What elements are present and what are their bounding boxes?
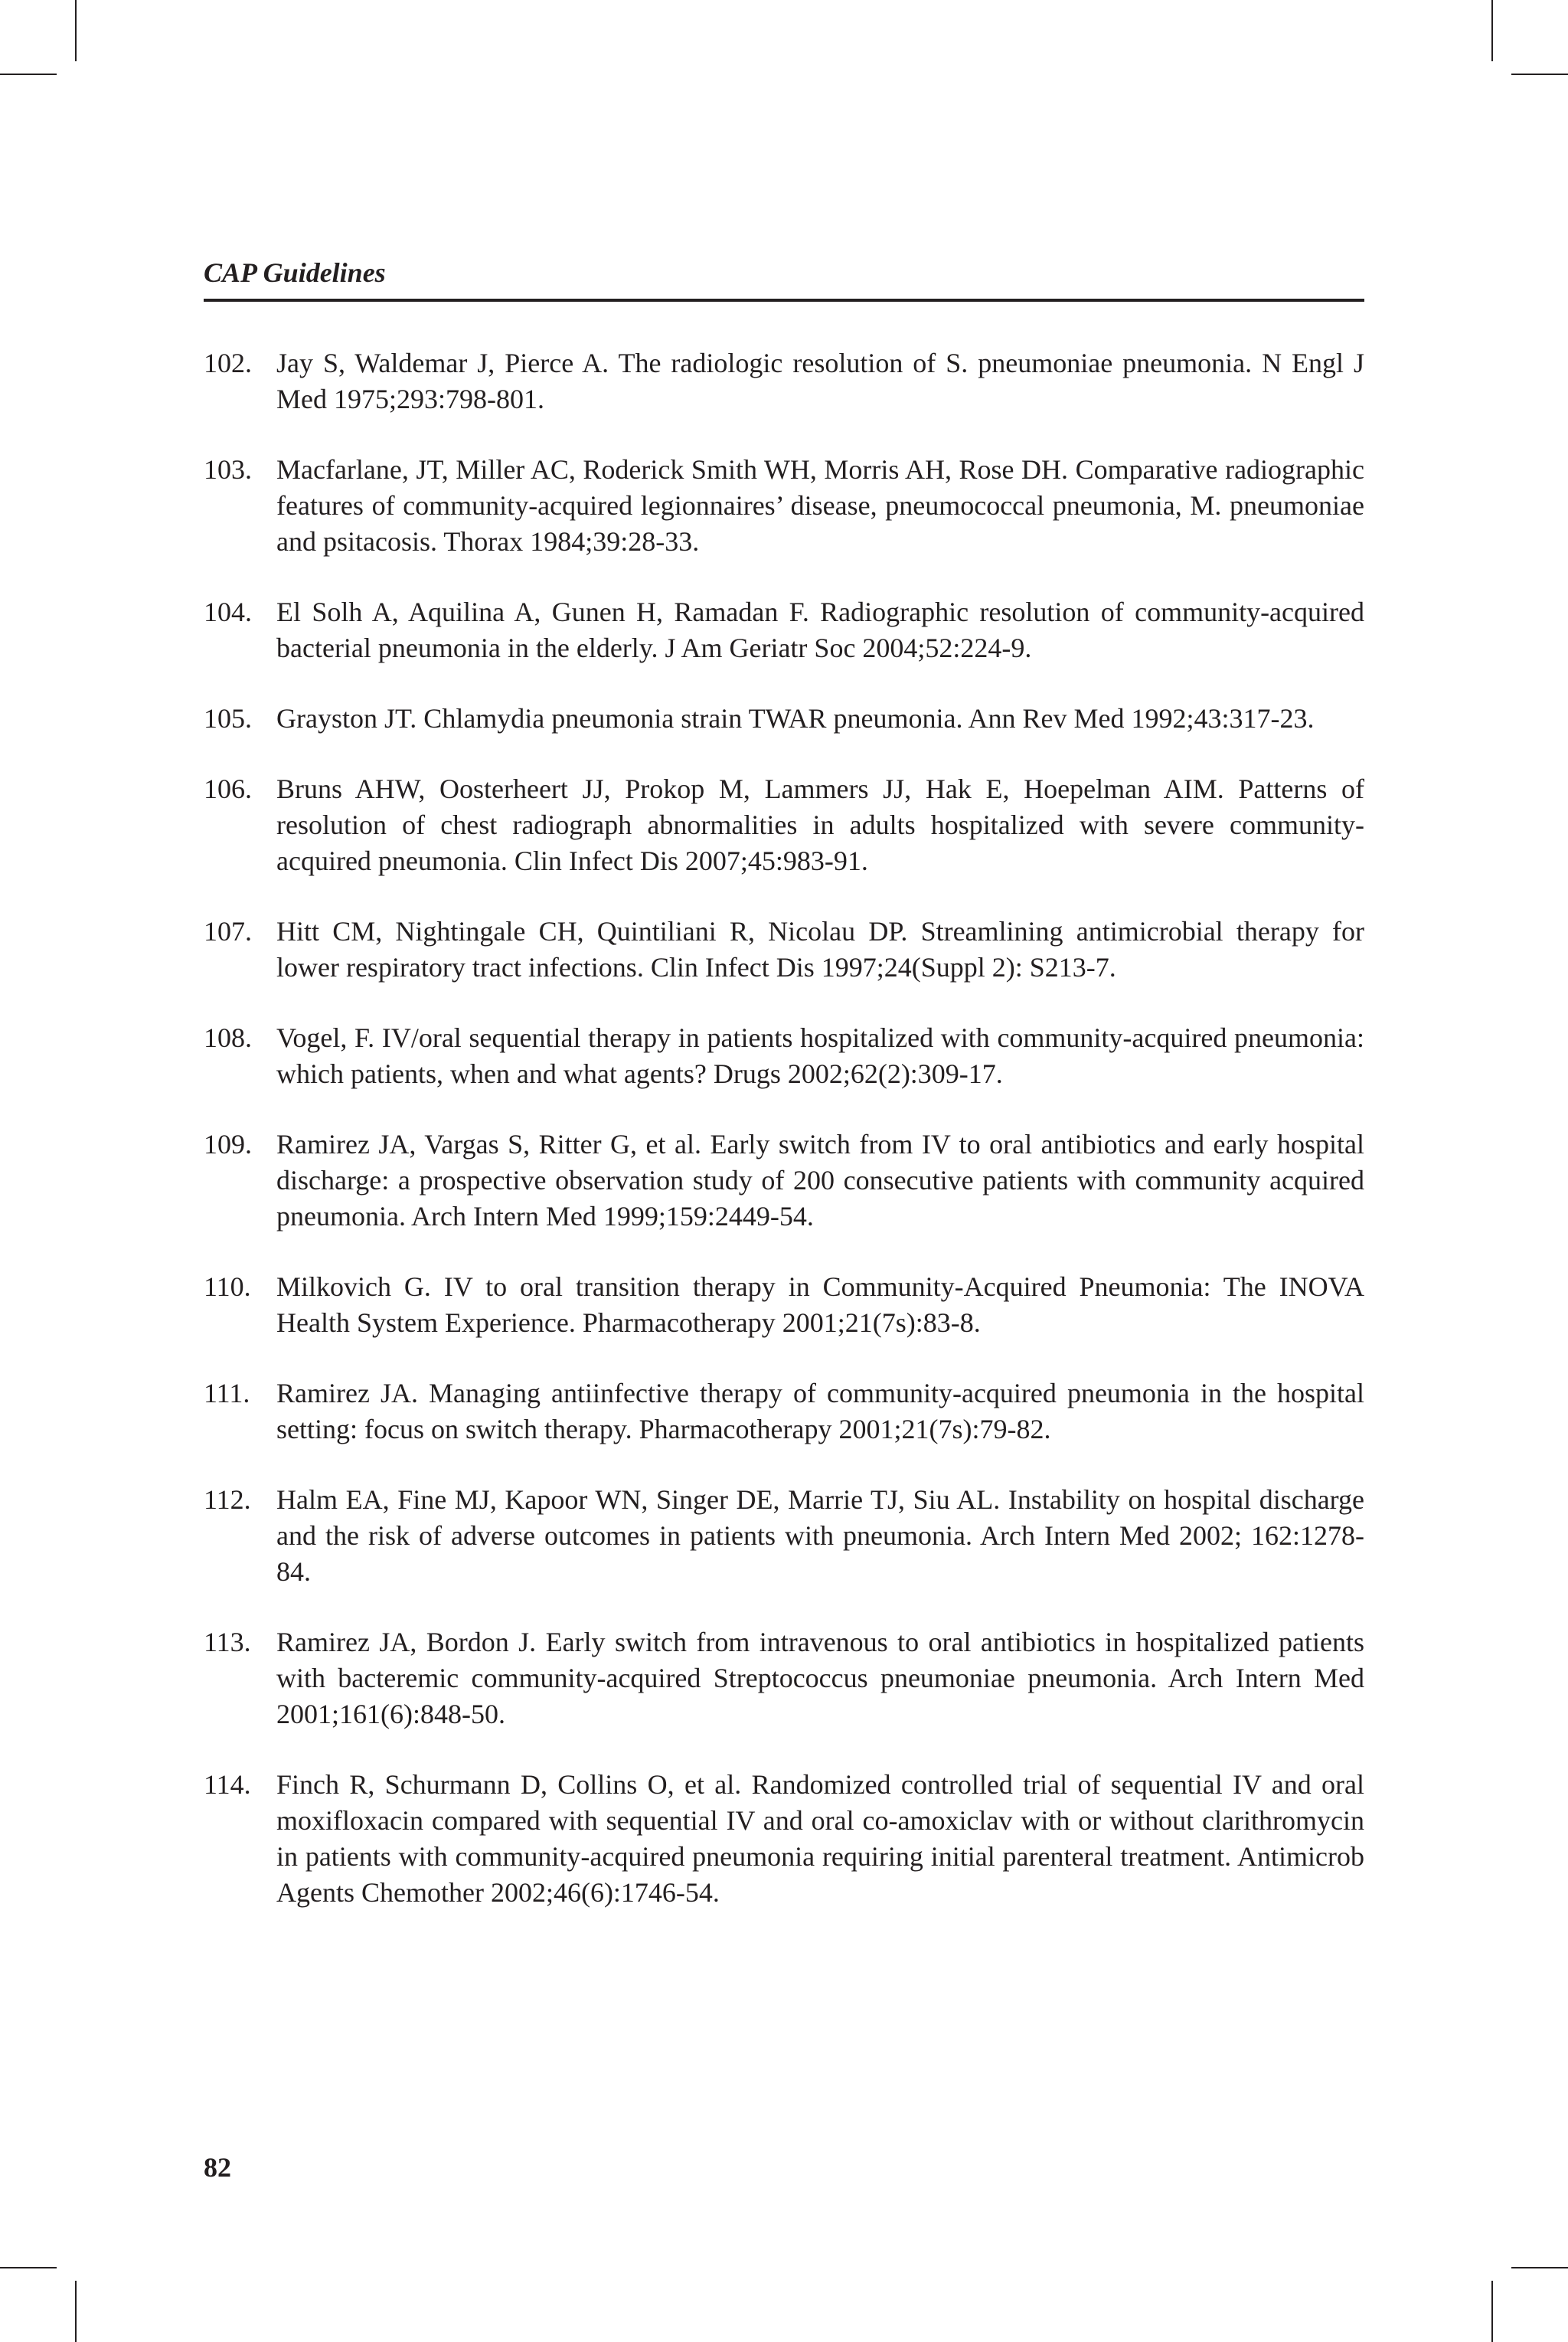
reference-number: 113. xyxy=(204,1627,251,1657)
reference-text: Milkovich G. IV to oral transition therapy in Community-Acquired Pneumonia: The INOVA Health System Experience. Pharmacotherapy 2001;21(7s):83-8. xyxy=(276,1271,1364,1338)
reference-number: 112. xyxy=(204,1484,251,1515)
crop-mark-top-right-vertical xyxy=(1491,0,1493,61)
reference-text: Bruns AHW, Oosterheert JJ, Prokop M, Lammers JJ, Hak E, Hoepelman AIM. Patterns of resolution of chest radiograph abnormalities in adults hospitalized with severe community-acquired pneumonia. Clin Infect Dis 2007;45:983-91. xyxy=(276,774,1364,876)
page-number: 82 xyxy=(204,2152,231,2183)
reference-item xyxy=(204,452,1364,560)
reference-list xyxy=(204,345,1364,1945)
reference-number: 107. xyxy=(204,916,252,947)
reference-item xyxy=(204,1482,1364,1590)
reference-text: Grayston JT. Chlamydia pneumonia strain TWAR pneumonia. Ann Rev Med 1992;43:317-23. xyxy=(276,703,1315,734)
reference-text: Ramirez JA, Bordon J. Early switch from intravenous to oral antibiotics in hospitalized patients with bacteremic community-acquired Streptococcus pneumoniae pneumonia. Arch Intern Med 2001;161(6):848-50. xyxy=(276,1627,1364,1729)
reference-number: 104. xyxy=(204,597,252,627)
reference-text: El Solh A, Aquilina A, Gunen H, Ramadan F. Radiographic resolution of community-acquired bacterial pneumonia in the elderly. J Am Geriatr Soc 2004;52:224-9. xyxy=(276,597,1364,663)
crop-mark-top-right-horizontal xyxy=(1511,74,1568,75)
reference-item xyxy=(204,1375,1364,1447)
reference-number: 111. xyxy=(204,1378,250,1408)
reference-number: 114. xyxy=(204,1769,251,1800)
reference-number: 102. xyxy=(204,348,252,378)
header-rule xyxy=(204,299,1364,302)
reference-item xyxy=(204,1269,1364,1341)
reference-text: Ramirez JA, Vargas S, Ritter G, et al. Early switch from IV to oral antibiotics and early hospital discharge: a prospective observation study of 200 consecutive patients with community acquired pneumonia. Arch Intern Med 1999;159:2449-54. xyxy=(276,1129,1364,1232)
reference-item xyxy=(204,914,1364,986)
reference-text: Jay S, Waldemar J, Pierce A. The radiologic resolution of S. pneumoniae pneumonia. N Engl J Med 1975;293:798-801. xyxy=(276,348,1364,414)
reference-item xyxy=(204,1127,1364,1235)
reference-number: 105. xyxy=(204,703,252,734)
reference-item xyxy=(204,345,1364,417)
reference-text: Vogel, F. IV/oral sequential therapy in patients hospitalized with community-acquired pneumonia: which patients, when and what agents? Drugs 2002;62(2):309-17. xyxy=(276,1022,1364,1089)
reference-item xyxy=(204,1767,1364,1911)
reference-number: 106. xyxy=(204,774,252,804)
reference-item xyxy=(204,594,1364,666)
reference-number: 108. xyxy=(204,1022,252,1053)
crop-mark-bottom-right-horizontal xyxy=(1511,2267,1568,2268)
crop-mark-top-left-horizontal xyxy=(0,74,57,75)
reference-number: 103. xyxy=(204,454,252,485)
reference-item xyxy=(204,771,1364,879)
crop-mark-bottom-right-vertical xyxy=(1491,2281,1493,2342)
reference-text: Hitt CM, Nightingale CH, Quintiliani R, Nicolau DP. Streamlining antimicrobial therapy for lower respiratory tract infections. Clin Infect Dis 1997;24(Suppl 2): S213-7. xyxy=(276,916,1364,983)
reference-item xyxy=(204,1624,1364,1732)
running-head-title: CAP Guidelines xyxy=(204,257,386,288)
reference-item xyxy=(204,1020,1364,1092)
crop-mark-top-left-vertical xyxy=(75,0,77,61)
reference-item xyxy=(204,701,1364,737)
crop-mark-bottom-left-vertical xyxy=(75,2281,77,2342)
reference-text: Finch R, Schurmann D, Collins O, et al. Randomized controlled trial of sequential IV and oral moxifloxacin compared with sequential IV and oral co-amoxiclav with or without clarithromycin in patients with community-acquired pneumonia requiring initial parenteral treatment. Antimicrob Agents Chemother 2002;46(6):1746-54. xyxy=(276,1769,1364,1908)
crop-mark-bottom-left-horizontal xyxy=(0,2267,57,2268)
reference-text: Halm EA, Fine MJ, Kapoor WN, Singer DE, Marrie TJ, Siu AL. Instability on hospital discharge and the risk of adverse outcomes in patients with pneumonia. Arch Intern Med 2002; 162:1278-84. xyxy=(276,1484,1364,1587)
reference-text: Ramirez JA. Managing antiinfective therapy of community-acquired pneumonia in the hospital setting: focus on switch therapy. Pharmacotherapy 2001;21(7s):79-82. xyxy=(276,1378,1364,1444)
reference-text: Macfarlane, JT, Miller AC, Roderick Smith WH, Morris AH, Rose DH. Comparative radiographic features of community-acquired legionnaires’ disease, pneumococcal pneumonia, M. pneumoniae and psitacosis. Thorax 1984;39:28-33. xyxy=(276,454,1364,557)
reference-number: 109. xyxy=(204,1129,252,1160)
reference-number: 110. xyxy=(204,1271,251,1302)
